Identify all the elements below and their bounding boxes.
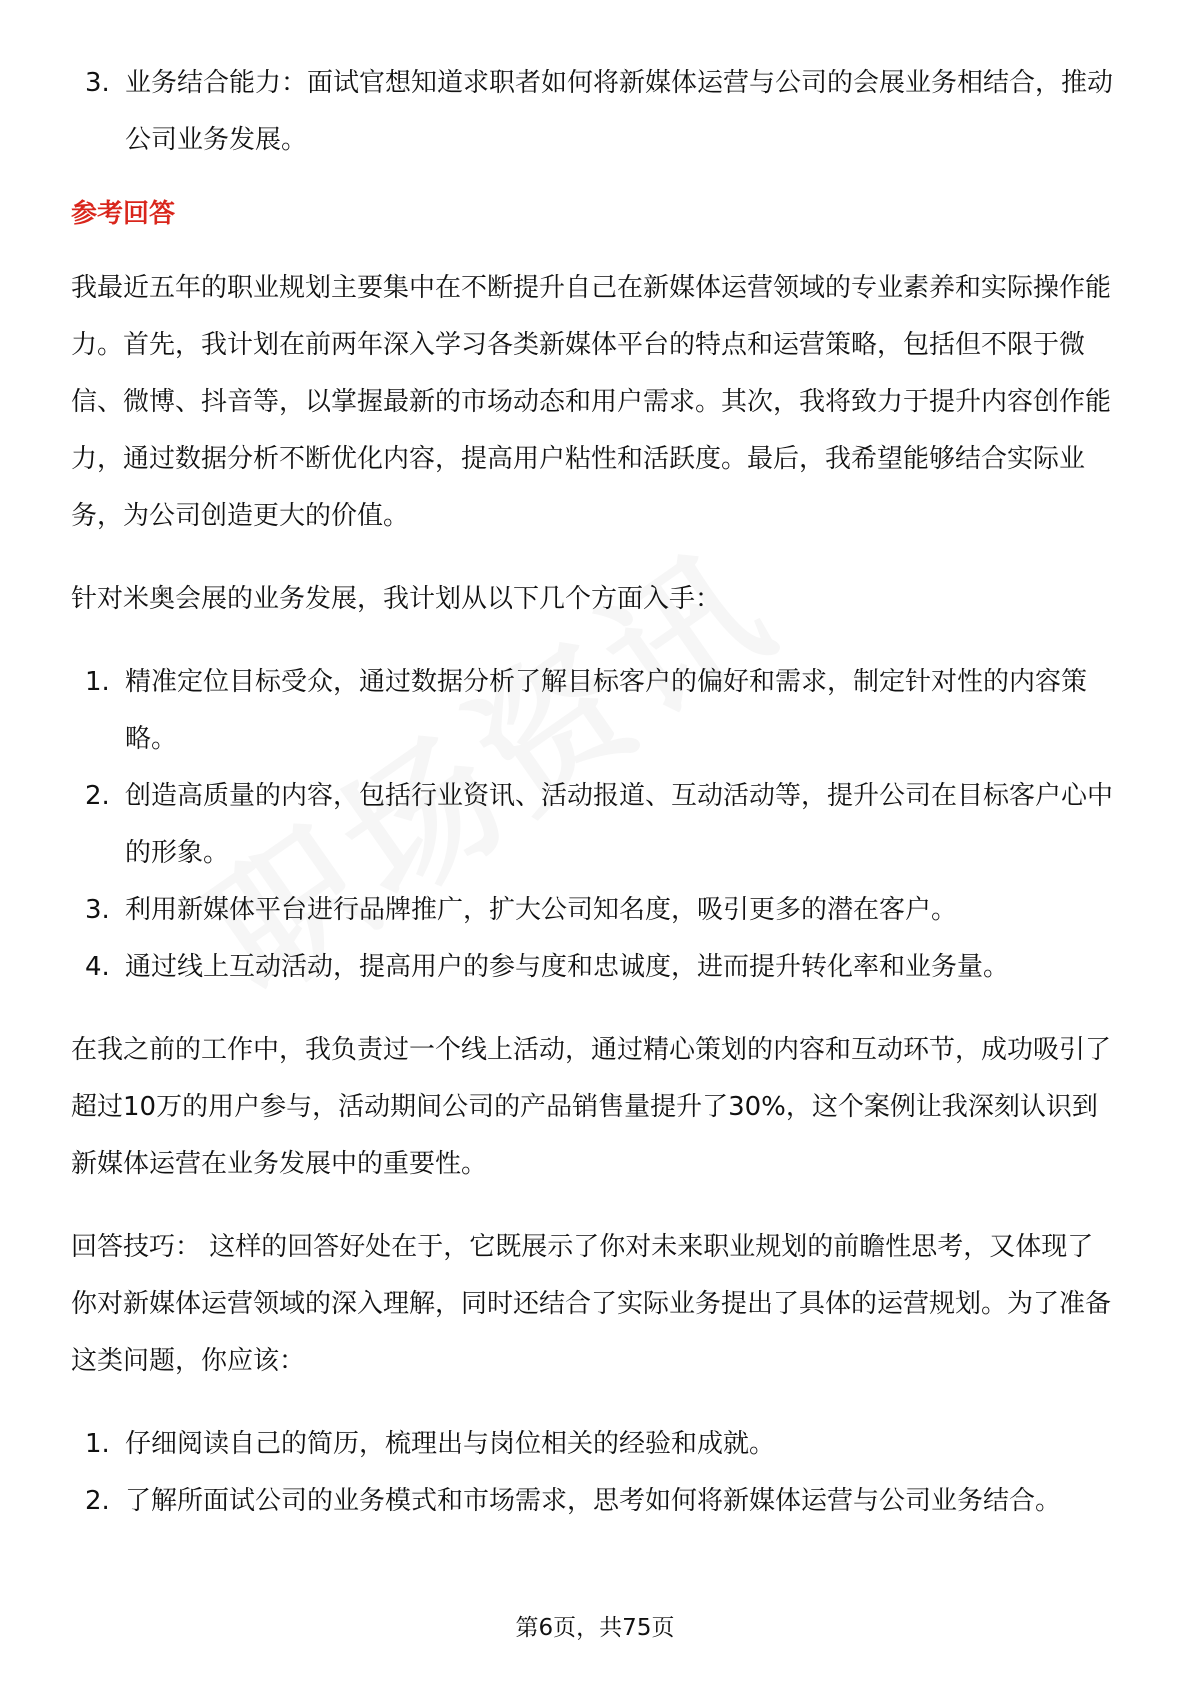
list-number: 2.	[85, 1486, 110, 1516]
answer-paragraph-3: 在我之前的工作中，我负责过一个线上活动，通过精心策划的内容和互动环节，成功吸引了超过10万的用户参与，活动期间公司的产品销售量提升了30%，这个案例让我深刻认识到新媒体运营在业务发展中的重要性。	[71, 1035, 1112, 1179]
list-number: 2.	[85, 781, 110, 811]
list-item-text: 仔细阅读自己的简历，梳理出与岗位相关的经验和成就。	[125, 1429, 776, 1459]
section-title: 参考回答	[71, 199, 176, 229]
answer-tips-paragraph: 回答技巧： 这样的回答好处在于，它既展示了你对未来职业规划的前瞻性思考，又体现了你对新媒体运营领域的深入理解，同时还结合了实际业务提出了具体的运营规划。为了准备这类问题，你应该：	[71, 1232, 1112, 1376]
list-item	[71, 939, 1119, 996]
answer-paragraph-2: 针对米奥会展的业务发展，我计划从以下几个方面入手：	[71, 584, 722, 614]
question-points-list	[71, 55, 1119, 169]
list-item	[71, 1416, 1119, 1473]
page-number-footer: 第6页，共75页	[515, 1615, 675, 1641]
page-content	[71, 55, 1119, 1530]
list-number: 3.	[85, 895, 110, 925]
list-item	[71, 768, 1119, 882]
list-item-text: 精准定位目标受众，通过数据分析了解目标客户的偏好和需求，制定针对性的内容策略。	[125, 667, 1088, 754]
list-number: 4.	[85, 952, 110, 982]
list-item	[71, 654, 1119, 768]
list-item	[71, 55, 1119, 169]
list-item-text: 创造高质量的内容，包括行业资讯、活动报道、互动活动等，提升公司在目标客户心中的形象。	[125, 781, 1114, 868]
list-item-text: 通过线上互动活动，提高用户的参与度和忠诚度，进而提升转化率和业务量。	[125, 952, 1010, 982]
list-number: 1.	[85, 1429, 110, 1459]
list-item	[71, 1473, 1119, 1530]
answer-paragraph-1: 我最近五年的职业规划主要集中在不断提升自己在新媒体运营领域的专业素养和实际操作能力。首先，我计划在前两年深入学习各类新媒体平台的特点和运营策略，包括但不限于微信、微博、抖音等，以掌握最新的市场动态和用户需求。其次，我将致力于提升内容创作能力，通过数据分析不断优化内容，提高用户粘性和活跃度。最后，我希望能够结合实际业务，为公司创造更大的价值。	[71, 273, 1112, 531]
list-number: 1.	[85, 667, 110, 697]
list-item-text: 利用新媒体平台进行品牌推广，扩大公司知名度，吸引更多的潜在客户。	[125, 895, 958, 925]
preparation-list	[71, 1416, 1119, 1530]
plan-list	[71, 654, 1119, 996]
list-item	[71, 882, 1119, 939]
list-item-text: 业务结合能力：面试官想知道求职者如何将新媒体运营与公司的会展业务相结合，推动公司业务发展。	[125, 68, 1114, 155]
list-number: 3.	[85, 68, 110, 98]
list-item-text: 了解所面试公司的业务模式和市场需求，思考如何将新媒体运营与公司业务结合。	[125, 1486, 1062, 1516]
